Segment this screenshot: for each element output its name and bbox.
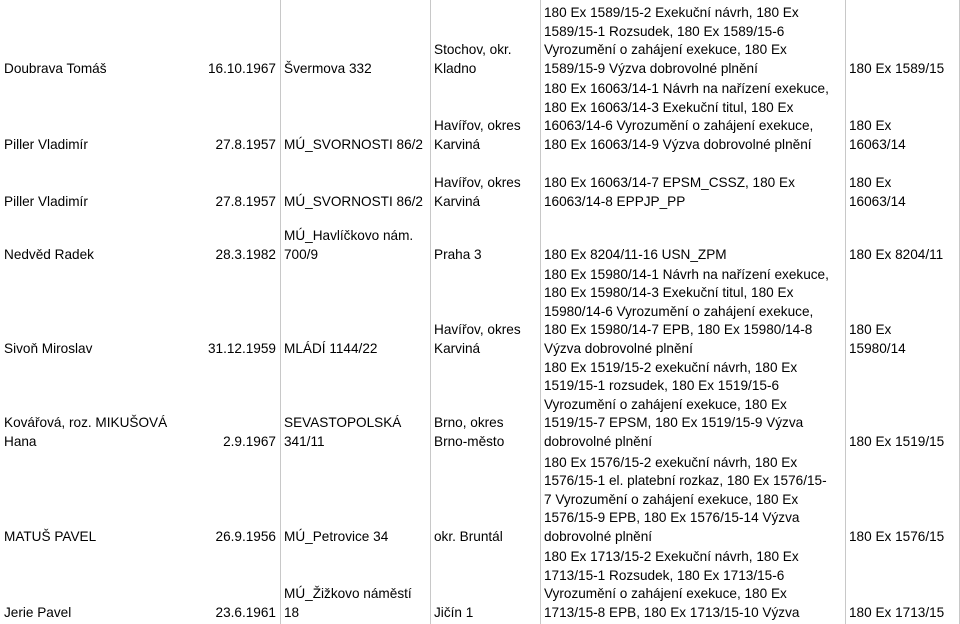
birth-date: 2.9.1967: [223, 433, 276, 449]
city: Havířov, okres Karviná: [434, 118, 521, 152]
file-number: 180 Ex 1713/15: [849, 604, 945, 620]
city: Brno, okres Brno-město: [434, 415, 505, 449]
birth-date: 28.3.1982: [215, 246, 276, 262]
file-number: 180 Ex 16063/14: [849, 118, 906, 152]
address: MÚ_Žižkovo náměstí 18: [284, 586, 412, 620]
proceedings: 180 Ex 16063/14-7 EPSM_CSSZ, 180 Ex 16063/14-8 EPPJP_PP: [544, 175, 795, 209]
debtor-name: Nedvěd Radek: [4, 246, 94, 262]
address: SEVASTOPOLSKÁ 341/11: [284, 415, 402, 449]
address: MÚ_Havlíčkovo nám. 700/9: [284, 228, 414, 262]
birth-date: 27.8.1957: [215, 193, 276, 209]
file-number: 180 Ex 16063/14: [849, 175, 906, 209]
address: MÚ_SVORNOSTI 86/2: [284, 193, 423, 209]
address: Švermova 332: [284, 60, 372, 76]
birth-date: 23.6.1961: [215, 604, 276, 620]
city: Havířov, okres Karviná: [434, 175, 521, 209]
debtor-name: Piller Vladimír: [4, 136, 88, 152]
debtor-name: Jerie Pavel: [4, 604, 72, 620]
proceedings: 180 Ex 8204/11-16 USN_ZPM: [544, 246, 727, 262]
proceedings: 180 Ex 1576/15-2 exekuční návrh, 180 Ex 1576/15-1 el. platební rozkaz, 180 Ex 1576/15- 7 Vyrozumění o zahájení exekuce, 180 Ex 1576/15-9 EPB, 180 Ex 1576/15-14 Výzva dobrovolné plnění: [544, 454, 827, 544]
birth-date: 27.8.1957: [215, 136, 276, 152]
proceedings: 180 Ex 1519/15-2 exekuční návrh, 180 Ex 1519/15-1 rozsudek, 180 Ex 1519/15-6 Vyrozumění o zahájení exekuce, 180 Ex 1519/15-7 EPSM, 180 Ex 1519/15-9 Výzva dobrovolné plnění: [544, 360, 804, 449]
address: MÚ_Petrovice 34: [284, 528, 389, 544]
debtor-name: MATUŠ PAVEL: [4, 528, 97, 544]
file-number: 180 Ex 1589/15: [849, 60, 945, 76]
file-number: 180 Ex 1576/15: [849, 528, 945, 544]
city: Jičín 1: [434, 604, 474, 620]
city: okr. Bruntál: [434, 528, 503, 544]
proceedings: 180 Ex 1713/15-2 Exekuční návrh, 180 Ex 1713/15-1 Rozsudek, 180 Ex 1713/15-6 Vyrozumění o zahájení exekuce, 180 Ex 1713/15-8 EPB, 180 Ex 1713/15-10 Výzva: [544, 549, 800, 620]
proceedings: 180 Ex 16063/14-1 Návrh na nařízení exekuce, 180 Ex 16063/14-3 Exekuční titul, 180 Ex 16063/14-6 Vyrozumění o zahájení exekuce, 180 Ex 16063/14-9 Výzva dobrovolné plnění: [544, 81, 829, 152]
debtor-name: Kovářová, roz. MIKUŠOVÁ Hana: [4, 415, 168, 449]
debtor-name: Piller Vladimír: [4, 193, 88, 209]
city: Havířov, okres Karviná: [434, 322, 521, 356]
birth-date: 26.9.1956: [215, 528, 276, 544]
proceedings: 180 Ex 15980/14-1 Návrh na nařízení exekuce, 180 Ex 15980/14-3 Exekuční titul, 180 Ex 15980/14-6 Vyrozumění o zahájení exekuce, 180 Ex 15980/14-7 EPB, 180 Ex 15980/14-8 Výzva dobrovolné plnění: [544, 266, 829, 356]
file-number: 180 Ex 1519/15: [849, 433, 945, 449]
city: Stochov, okr. Kladno: [434, 42, 512, 76]
file-number: 180 Ex 15980/14: [849, 322, 906, 356]
birth-date: 31.12.1959: [207, 340, 276, 356]
debtor-name: Sivoň Miroslav: [4, 340, 93, 356]
address: MÚ_SVORNOSTI 86/2: [284, 136, 423, 152]
file-number: 180 Ex 8204/11: [849, 246, 944, 262]
address: MLÁDÍ 1144/22: [284, 340, 378, 356]
debtor-name: Doubrava Tomáš: [4, 60, 107, 76]
proceedings: 180 Ex 1589/15-2 Exekuční návrh, 180 Ex 1589/15-1 Rozsudek, 180 Ex 1589/15-6 Vyrozumění o zahájení exekuce, 180 Ex 1589/15-9 Výzva dobrovolné plnění: [544, 5, 799, 76]
birth-date: 16.10.1967: [207, 60, 276, 76]
city: Praha 3: [434, 246, 482, 262]
